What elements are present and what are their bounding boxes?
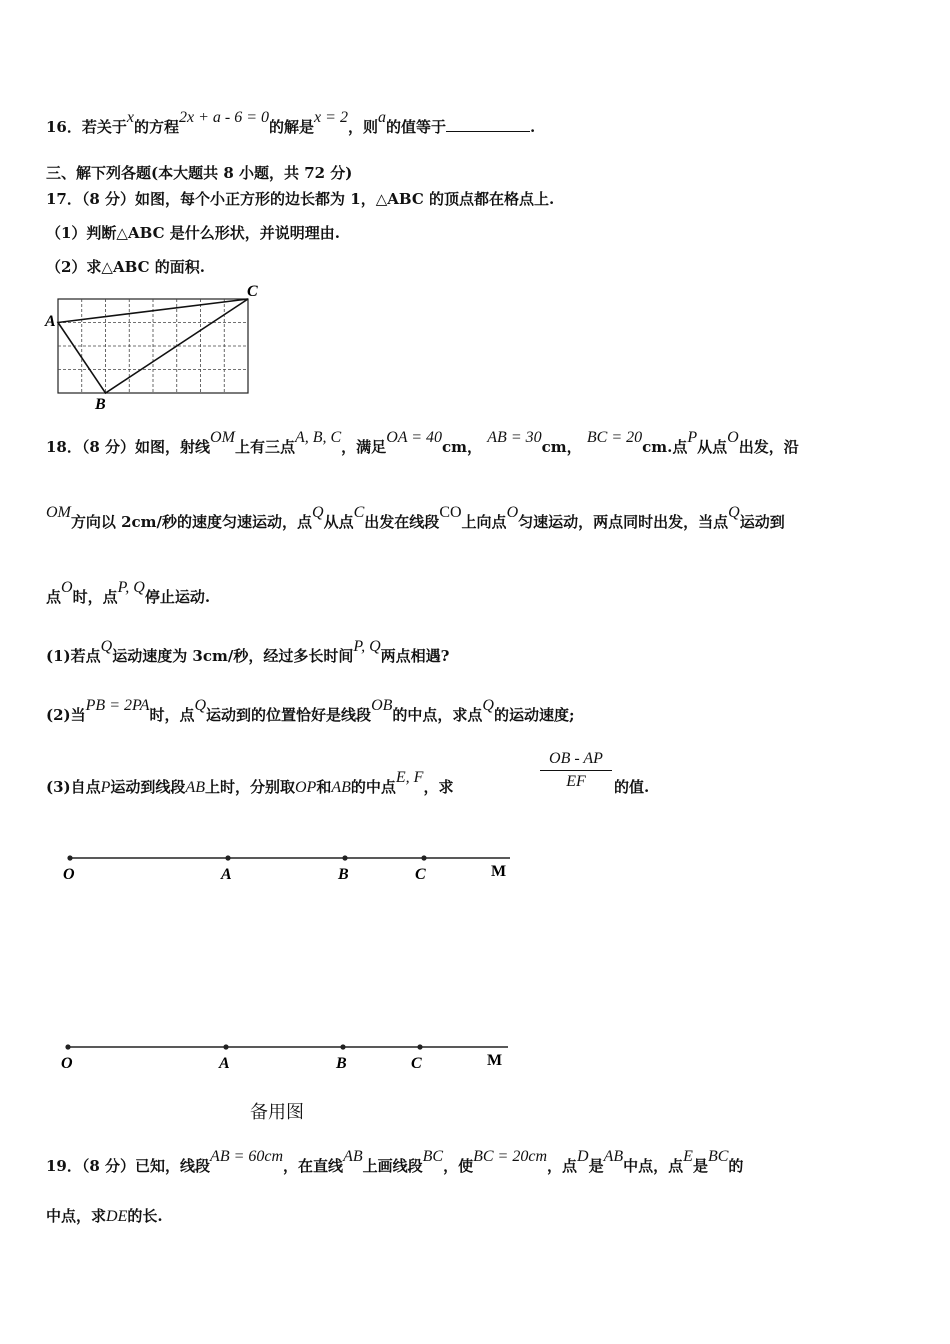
ray-om: OM xyxy=(46,504,71,521)
q18-text: (2)当 xyxy=(46,706,86,724)
q18-number: 18．（8 分）如图，射线 xyxy=(46,438,211,456)
q18-text: 出发，沿 xyxy=(738,438,799,456)
q16-text: 的方程 xyxy=(133,118,179,136)
q16-solution: x = 2 xyxy=(314,109,348,126)
eq-bc: BC = 20 xyxy=(586,429,643,446)
fraction-denominator: EF xyxy=(566,773,586,790)
q18-text: 运动到 xyxy=(739,513,785,531)
eq-ab: AB = 30 xyxy=(487,429,542,446)
segment-op: OP xyxy=(295,779,317,796)
eq-bc-20: BC = 20cm xyxy=(473,1148,547,1165)
points-ef: E, F xyxy=(395,769,424,786)
q18-text: 从点 xyxy=(697,438,728,456)
q18-text: ，满足 xyxy=(341,438,387,456)
q18-text: (1)若点 xyxy=(46,647,101,665)
point-q: Q xyxy=(482,697,494,714)
fraction xyxy=(540,750,612,791)
segment-ab: AB xyxy=(331,779,351,796)
grid-lines xyxy=(58,299,248,393)
q19-text: 是 xyxy=(588,1157,604,1175)
q18-text: 方向以 2cm/秒的速度匀速运动，点 xyxy=(70,513,313,531)
label-a: A xyxy=(219,1055,230,1072)
point-d: D xyxy=(577,1148,589,1165)
q18-part3 xyxy=(46,769,454,797)
q18-part3-end: 的值. xyxy=(614,778,650,796)
segment-ab: AB xyxy=(603,1148,624,1165)
q18-text: 运动速度为 3cm/秒，经过多长时间 xyxy=(112,647,354,665)
q18-text: 从点 xyxy=(323,513,354,531)
q18-text: 的中点 xyxy=(350,778,396,796)
q18-line3 xyxy=(46,579,211,607)
q18-text: 的中点，求点 xyxy=(392,706,483,724)
q18-text: 和 xyxy=(316,778,332,796)
q19-line1 xyxy=(46,1148,744,1176)
q19-text: ，点 xyxy=(547,1157,578,1175)
point-e: E xyxy=(683,1148,693,1165)
q19-text: 的长. xyxy=(127,1207,163,1225)
point-c-dot xyxy=(417,1044,422,1049)
point-c: C xyxy=(353,504,365,521)
label-b: B xyxy=(338,866,349,883)
point-o-dot xyxy=(65,1044,70,1049)
spare-ray-figure xyxy=(53,1034,523,1079)
q19-text: ，使 xyxy=(443,1157,474,1175)
q18-text: 上时，分别取 xyxy=(204,778,295,796)
unit-cm: cm， xyxy=(442,438,483,456)
q19-text: 上画线段 xyxy=(362,1157,423,1175)
q18-text: 上向点 xyxy=(461,513,507,531)
segment-bc: BC xyxy=(422,1148,444,1165)
segment-co: CO xyxy=(439,504,462,521)
points-abc: A, B, C xyxy=(294,429,342,446)
point-p: P xyxy=(100,779,111,796)
point-b-dot xyxy=(342,855,347,860)
q18-text: ，求 xyxy=(423,778,454,796)
q16-line xyxy=(46,109,536,137)
vertex-b-label: B xyxy=(95,396,106,413)
q19-text: 的 xyxy=(728,1157,744,1175)
point-o: O xyxy=(727,429,739,446)
grid-triangle-figure xyxy=(40,282,270,414)
segment-ob: OB xyxy=(371,697,393,714)
point-a-dot xyxy=(223,1044,228,1049)
points-pq: P, Q xyxy=(117,579,145,596)
q19-text: 中点，求 xyxy=(46,1207,107,1225)
q18-line2 xyxy=(46,504,785,532)
section-title: 三、解下列各题(本大题共 8 小题，共 72 分) xyxy=(46,164,353,182)
q19-number: 19．（8 分）已知，线段 xyxy=(46,1157,211,1175)
q18-part2 xyxy=(46,697,575,725)
label-m: M xyxy=(487,1052,503,1069)
q16-end: . xyxy=(529,118,536,136)
segment-bc: BC xyxy=(707,1148,729,1165)
points-pq: P, Q xyxy=(353,638,381,655)
eq-pb: PB = 2PA xyxy=(85,697,150,714)
q18-text: 的运动速度; xyxy=(493,706,575,724)
q18-text: 时，点 xyxy=(149,706,195,724)
segment-ab: AB xyxy=(185,779,205,796)
q17-stem: 17．（8 分）如图，每个小正方形的边长都为 1，△ABC 的顶点都在格点上. xyxy=(46,190,555,208)
eq-ab-60: AB = 60cm xyxy=(210,1148,284,1165)
line-ab: AB xyxy=(343,1148,363,1165)
unit-cm: cm.点 xyxy=(642,438,688,456)
q17-part2: （2）求△ABC 的面积. xyxy=(46,258,205,276)
point-c-dot xyxy=(421,855,426,860)
point-q: Q xyxy=(312,504,324,521)
label-m: M xyxy=(491,863,507,880)
var-a: a xyxy=(377,109,386,126)
point-p: P xyxy=(687,429,698,446)
q18-text: 出发在线段 xyxy=(364,513,440,531)
q19-text: 是 xyxy=(692,1157,708,1175)
q19-text: ，在直线 xyxy=(283,1157,344,1175)
q16-text: 的值等于 xyxy=(385,118,446,136)
ray-om: OM xyxy=(210,429,235,446)
q18-text: 运动到的位置恰好是线段 xyxy=(206,706,372,724)
point-q: Q xyxy=(728,504,740,521)
q18-text: 两点相遇? xyxy=(380,647,450,665)
point-o-dot xyxy=(67,855,72,860)
q19-line2 xyxy=(46,1205,163,1226)
vertex-a-label: A xyxy=(45,313,56,330)
answer-blank[interactable] xyxy=(446,117,530,132)
q18-text: 停止运动. xyxy=(144,588,211,606)
q16-equation: 2x + a - 6 = 0 xyxy=(179,109,270,126)
q16-number: 16．若关于 xyxy=(46,118,127,136)
label-b: B xyxy=(336,1055,347,1072)
var-x: x xyxy=(126,109,134,126)
q18-text: 时，点 xyxy=(72,588,118,606)
vertex-c-label: C xyxy=(247,283,258,300)
label-c: C xyxy=(411,1055,422,1072)
q16-text: ，则 xyxy=(347,118,378,136)
label-o: O xyxy=(63,866,75,883)
q17-part1: （1）判断△ABC 是什么形状，并说明理由. xyxy=(46,224,340,242)
point-q: Q xyxy=(194,697,207,714)
point-b-dot xyxy=(340,1044,345,1049)
q18-text: (3)自点 xyxy=(46,778,101,796)
q18-text: 点 xyxy=(46,588,62,606)
q18-text: 匀速运动，两点同时出发，当点 xyxy=(518,513,729,531)
q18-line1 xyxy=(46,429,799,457)
unit-cm: cm， xyxy=(541,438,582,456)
q18-text: 上有三点 xyxy=(234,438,295,456)
eq-oa: OA = 40 xyxy=(386,429,443,446)
label-a: A xyxy=(221,866,232,883)
q18-part1 xyxy=(46,638,450,666)
point-o: O xyxy=(61,579,73,596)
q16-text: 的解是 xyxy=(269,118,315,136)
point-q: Q xyxy=(100,638,113,655)
q18-text: 运动到线段 xyxy=(110,778,186,796)
point-o: O xyxy=(506,504,519,521)
q19-text: 中点，点 xyxy=(623,1157,684,1175)
ray-figure xyxy=(55,845,525,890)
segment-de: DE xyxy=(106,1208,128,1225)
fraction-numerator: OB - AP xyxy=(549,750,603,767)
spare-figure-caption: 备用图 xyxy=(250,1102,304,1123)
point-a-dot xyxy=(225,855,230,860)
fraction-bar xyxy=(540,770,612,771)
label-c: C xyxy=(415,866,426,883)
label-o: O xyxy=(61,1055,73,1072)
